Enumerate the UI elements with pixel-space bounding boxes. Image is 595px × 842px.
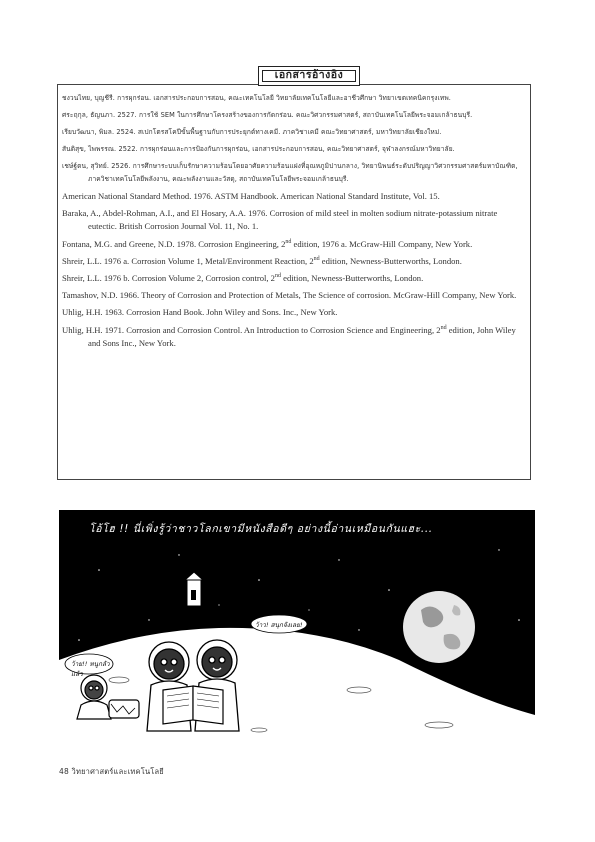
bubble-left-text: ว้าย!! หนูกลัวแล้ว bbox=[71, 660, 110, 678]
reference-item bbox=[62, 190, 526, 203]
reference-text-before: Shreir, L.L. 1976 a. Corrosion Volume 1, Metal/Environment Reaction, 2 bbox=[62, 255, 314, 266]
reference-item bbox=[62, 306, 526, 319]
hut bbox=[185, 572, 203, 606]
reference-text: American National Standard Method. 1976. ASTM Handbook. American National Standard Institute, Vol. 15. bbox=[62, 191, 440, 201]
reference-item bbox=[62, 143, 526, 156]
reference-list bbox=[62, 92, 526, 354]
reference-item bbox=[62, 324, 526, 350]
reference-item bbox=[62, 92, 526, 105]
reference-text-after: edition, Newness-Butterworths, London. bbox=[280, 273, 424, 284]
reference-text-before: Fontana, M.G. and Greene, N.D. 1978. Corrosion Engineering, 2 bbox=[62, 238, 286, 249]
reference-item bbox=[62, 238, 526, 251]
reference-item bbox=[62, 109, 526, 122]
ordinal-superscript: nd bbox=[285, 238, 292, 245]
reference-item bbox=[62, 272, 526, 285]
reference-text: ศระฤกุล, ธัญนภา. 2527. การใช้ SEM ในการศึกษาโครงสร้างของการกัดกร่อน. คณะวิศวกรรมศาสตร์, สถาบันเทคโนโลยีพระจอมเกล้าธนบุรี. bbox=[62, 111, 473, 119]
reference-text-after: edition, John Wiley and Sons Inc., New York. bbox=[88, 324, 516, 348]
reference-text-before: Uhlig, H.H. 1971. Corrosion and Corrosion Control. An Introduction to Corrosion Science and Engineering, 2 bbox=[62, 324, 441, 335]
reference-item bbox=[62, 289, 526, 302]
reference-item bbox=[62, 126, 526, 139]
ordinal-superscript: nd bbox=[274, 273, 281, 280]
reference-item bbox=[62, 207, 526, 233]
ordinal-superscript: nd bbox=[440, 324, 447, 331]
reference-text: Tamashov, N.D. 1966. Theory of Corrosion and Protection of Metals, The Science of corrosion. McGraw-Hill Company, New York. bbox=[62, 290, 517, 301]
bubble-center-text: ว้าว! สนุกจังเลย! bbox=[255, 621, 303, 629]
reference-text-before: Shreir, L.L. 1976 b. Corrosion Volume 2, Corrosion control, 2 bbox=[62, 273, 275, 284]
reference-text: ชงวนไทย, บุญชีรี. การผุกร่อน. เอกสารประกอบการสอน, คณะเทคโนโลยี วิทยาลัยเทคโนโลยีและอาชีวศึกษา วิทยาเขตเทคนิคกรุงเทพ. bbox=[62, 94, 452, 102]
cartoon-illustration bbox=[59, 510, 535, 746]
reference-text-after: edition, Newness-Butterworths, London. bbox=[319, 255, 462, 266]
reference-text: เรียบวัฒนา, พิมล. 2524. สเปกโตรสโคปีขั้นพื้นฐานกับการประยุกต์ทางเคมี. ภาควิชาเคมี คณะวิทยาศาสตร์, มหาวิทยาลัยเชียงใหม่. bbox=[62, 128, 442, 136]
reference-text: Uhlig, H.H. 1963. Corrosion Hand Book. John Wiley and Sons. Inc., New York. bbox=[62, 307, 338, 318]
reference-text: สันติสุข, ไพพรรณ. 2522. การผุกร่อนและการป้องกันการผุกร่อน, เอกสารประกอบการสอน, คณะวิทยาศาสตร์, จุฬาลงกรณ์มหาวิทยาลัย. bbox=[62, 145, 455, 153]
open-book bbox=[163, 686, 223, 724]
reference-text: เชษ์ฐ์ตน, สุวิทย์. 2526. การศึกษาระบบเก็บรักษาความร้อนโดยอาศัยความร้อนแฝงที่อุณหภูมิปานกลาง, วิทยานิพนธ์ระดับปริญญาวิศวกรรมศาสตร์มหาบัณฑิต, ภาควิชาเทคโนโลยีพลังงาน, คณะพลังงานและวัสดุ, สถาบันเทคโนโลยีพระจอมเกล้าธนบุรี. bbox=[62, 162, 518, 183]
reference-text: Baraka, A., Abdel-Rohman, A.I., and El Hosary, A.A. 1976. Corrosion of mild steel in molten sodium nitrate-potassium nitrate eutectic. British Corrosion Journal Vol. 11, No. 1. bbox=[62, 208, 498, 232]
section-title: เอกสารอ้างอิง bbox=[258, 66, 360, 86]
page-footer: 48 วิทยาศาสตร์และเทคโนโลยี bbox=[59, 767, 164, 776]
reference-item bbox=[62, 160, 526, 186]
planet-earth bbox=[403, 591, 475, 663]
ordinal-superscript: nd bbox=[313, 255, 320, 262]
reference-item bbox=[62, 255, 526, 268]
reference-text-after: edition, 1976 a. McGraw-Hill Company, New York. bbox=[291, 238, 473, 249]
cartoon-caption: โอ้โฮ !! นี่เพิ่งรู้ว่าชาวโลกเขามีหนังสือดีๆ อย่างนี้อ่านเหมือนกันแฮะ... bbox=[89, 523, 433, 535]
